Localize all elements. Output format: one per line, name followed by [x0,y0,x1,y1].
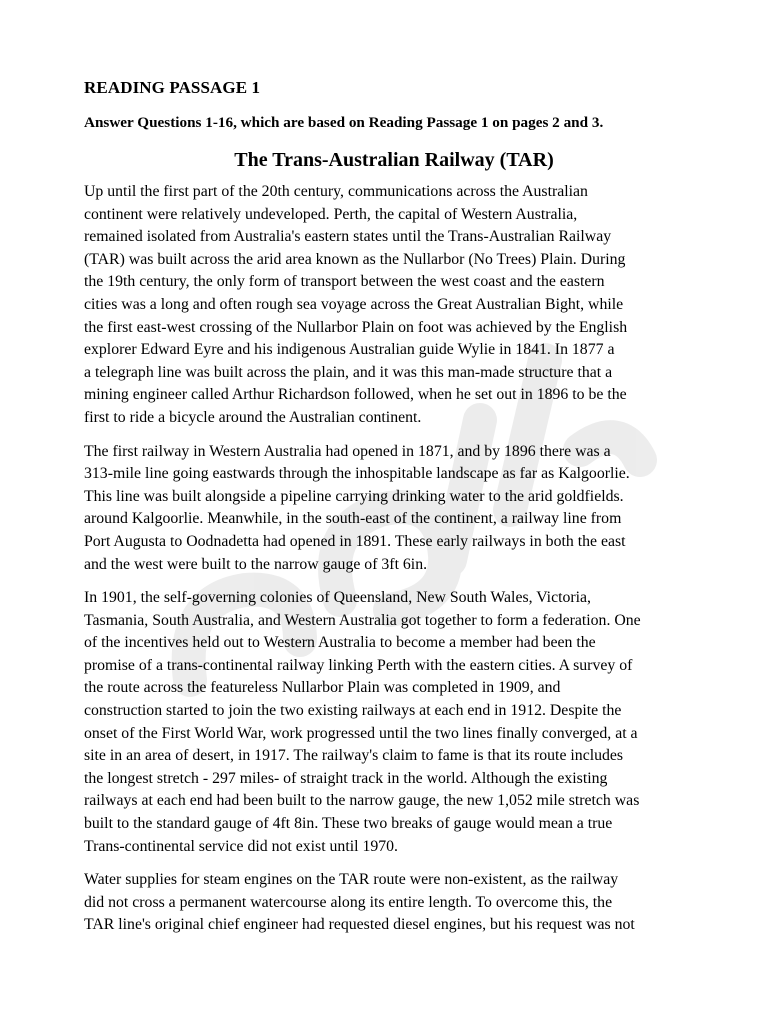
paragraph-line: a telegraph line was built across the plain, and it was this man-made structure that a [84,363,613,381]
paragraph-line: (TAR) was built across the arid area known as the Nullarbor (No Trees) Plain. During [84,250,626,268]
paragraph-line: construction started to join the two existing railways at each end in 1912. Despite the [84,702,622,720]
paragraph-line: Up until the first part of the 20th century, communications across the Australian [84,183,588,200]
passage-body [84,181,704,937]
paragraph-line: railways at each end had been built to the narrow gauge, the new 1,052 mile stretch was [84,792,640,810]
paragraph-line: Tasmania, South Australia, and Western Australia got together to form a federation. One [84,611,641,629]
paragraph-line: the 19th century, the only form of transport between the west coast and the eastern [84,273,605,291]
paragraph-line: and the west were built to the narrow gauge of 3ft 6in. [84,555,428,573]
paragraph-4 [84,869,704,937]
paragraph-2 [84,441,704,577]
paragraph-1 [84,181,704,430]
paragraph-line: the longest stretch - 297 miles- of straight track in the world. Although the existing [84,769,608,787]
paragraph-line: The first railway in Western Australia had opened in 1871, and by 1896 there was a [84,442,611,460]
passage-title: The Trans-Australian Railway (TAR) [234,149,554,171]
paragraph-line: remained isolated from Australia's eastern states until the Trans-Australian Railway [84,228,612,246]
paragraph-line: around Kalgoorlie. Meanwhile, in the south-east of the continent, a railway line from [84,510,622,528]
paragraph-line: Water supplies for steam engines on the TAR route were non-existent, as the railway [84,871,619,889]
document-page [84,76,704,937]
paragraph-line: mining engineer called Arthur Richardson followed, when he set out in 1896 to be the [84,386,627,404]
paragraph-line: built to the standard gauge of 4ft 8in. These two breaks of gauge would mean a true [84,815,613,833]
paragraph-line: promise of a trans-continental railway linking Perth with the eastern cities. A survey of [84,656,633,674]
paragraph-line: In 1901, the self-governing colonies of Queensland, New South Wales, Victoria, [84,589,591,607]
section-heading: READING PASSAGE 1 [84,78,261,97]
paragraph-line: This line was built alongside a pipeline carrying drinking water to the arid goldfields. [84,487,624,505]
paragraph-line: continent were relatively undeveloped. Perth, the capital of Western Australia, [84,205,578,223]
paragraph-line: cities was a long and often rough sea voyage across the Great Australian Bight, while [84,295,624,313]
paragraph-3 [84,587,704,858]
paragraph-line: explorer Edward Eyre and his indigenous Australian guide Wylie in 1841. In 1877 a [84,341,615,359]
paragraph-line: TAR line's original chief engineer had requested diesel engines, but his request was not [84,916,635,934]
paragraph-line: 313-mile line going eastwards through the inhospitable landscape as far as Kalgoorlie. [84,465,630,483]
paragraph-line: first to ride a bicycle around the Australian continent. [84,408,422,426]
paragraph-line: of the incentives held out to Western Australia to become a member had been the [84,634,596,652]
paragraph-line: did not cross a permanent watercourse along its entire length. To overcome this, the [84,893,613,911]
paragraph-line: onset of the First World War, work progressed until the two lines finally converged, at a [84,724,638,742]
instructions: Answer Questions 1-16, which are based on Reading Passage 1 on pages 2 and 3. [84,114,604,131]
paragraph-line: Port Augusta to Oodnadetta had opened in 1891. These early railways in both the east [84,532,626,550]
paragraph-line: Trans-continental service did not exist until 1970. [84,837,398,855]
paragraph-line: the first east-west crossing of the Nullarbor Plain on foot was achieved by the English [84,318,628,336]
paragraph-line: the route across the featureless Nullarbor Plain was completed in 1909, and [84,679,561,697]
paragraph-line: site in an area of desert, in 1917. The railway's claim to fame is that its route includes [84,747,624,765]
